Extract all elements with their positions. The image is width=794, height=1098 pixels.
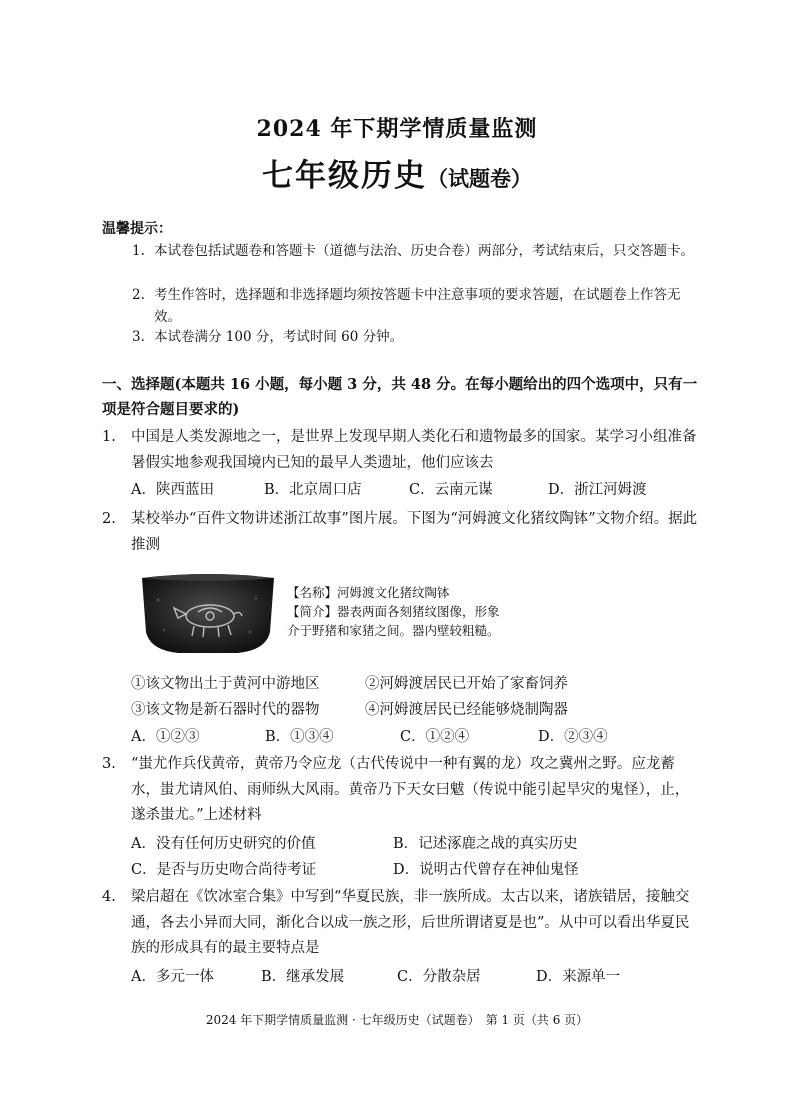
section-heading: 一、选择题(本题共 16 小题，每小题 3 分，共 48 分。在每小题给出的四个选项中，只有一项是符合题目要求的) [102, 376, 698, 418]
option-b: B．继承发展 [261, 969, 345, 985]
exam-subject-title [0, 150, 794, 195]
question-3 [102, 752, 702, 829]
question-1 [102, 425, 702, 476]
tip-number: 2. [132, 287, 145, 303]
option-a: A．①②③ [131, 729, 200, 745]
option-c: C．分散杂居 [397, 969, 481, 985]
option-a: A．陕西蓝田 [131, 482, 214, 498]
question-2 [102, 507, 702, 558]
exam-title: 2024 年下期学情质量监测 [256, 116, 538, 142]
option-c: C．是否与历史吻合尚待考证 [131, 862, 317, 878]
option-b: B．北京周口店 [264, 482, 362, 498]
statement-3: ③该文物是新石器时代的器物 [131, 702, 320, 718]
tip-item [132, 240, 697, 262]
option-d: D．来源单一 [536, 969, 621, 985]
tip-text: 本试卷包括试题卷和答题卡（道德与法治、历史合卷）两部分，考试结束后，只交答题卡。 [154, 243, 694, 259]
tip-text: 本试卷满分 100 分，考试时间 60 分钟。 [154, 329, 404, 345]
statement-4: ④河姆渡居民已经能够烧制陶器 [365, 702, 568, 718]
question-number: 2. [102, 511, 116, 527]
tip-number: 3. [132, 329, 145, 345]
option-d: D．说明古代曾存在神仙鬼怪 [393, 862, 579, 878]
option-b: B．①③④ [265, 729, 334, 745]
option-a: A．没有任何历史研究的价值 [131, 836, 316, 852]
pottery-bowl-image [138, 570, 278, 656]
question-number: 1. [102, 429, 116, 445]
paper-type: （试题卷） [427, 166, 532, 191]
tip-item [132, 284, 697, 328]
option-a: A．多元一体 [131, 969, 214, 985]
option-d: D．浙江河姆渡 [548, 482, 647, 498]
option-c: C．云南元谋 [409, 482, 493, 498]
question-text: 某校举办“百件文物讲述浙江故事”图片展。下图为“河姆渡文化猪纹陶钵”文物介绍。据此推测 [131, 511, 698, 553]
question-4 [102, 885, 702, 962]
artifact-caption-intro-cont: 介于野猪和家猪之间。器内壁较粗糙。 [287, 623, 500, 638]
question-text: 中国是人类发源地之一，是世界上发现早期人类化石和遗物最多的国家。某学习小组准备暑假实地参观我国境内已知的最早人类遗址，他们应该去 [131, 429, 697, 471]
tip-item [132, 326, 697, 348]
option-c: C．①②④ [400, 729, 470, 745]
question-number: 3. [102, 756, 116, 772]
tip-number: 1. [132, 243, 145, 259]
question-number: 4. [102, 889, 116, 905]
option-d: D．②③④ [538, 729, 608, 745]
question-text: “蚩尤作兵伐黄帝，黄帝乃令应龙（古代传说中一种有翼的龙）攻之冀州之野。应龙蓄水，蚩尤请风伯、雨师纵大风雨。黄帝乃下天女曰魃（传说中能引起旱灾的鬼怪），止，遂杀蚩尤。”上述材料 [131, 756, 690, 823]
tips-heading: 温馨提示： [102, 221, 172, 237]
option-b: B．记述涿鹿之战的真实历史 [393, 836, 578, 852]
artifact-caption-name: 【名称】河姆渡文化猪纹陶钵 [287, 585, 450, 600]
tip-text: 考生作答时，选择题和非选择题均须按答题卡中注意事项的要求答题，在试题卷上作答无效。 [154, 287, 681, 325]
question-text: 梁启超在《饮冰室合集》中写到“华夏民族，非一族所成。太古以来，诸族错居，接触交通，各去小异而大同，渐化合以成一族之形，后世所谓诸夏是也”。从中可以看出华夏民族的形成具有的最主要特点是 [131, 889, 690, 956]
statement-2: ②河姆渡居民已开始了家畜饲养 [365, 676, 568, 692]
statement-1: ①该文物出土于黄河中游地区 [131, 676, 320, 692]
page-footer: 2024 年下期学情质量监测 · 七年级历史（试题卷） 第 1 页（共 6 页） [205, 1013, 589, 1027]
subject-name: 七年级历史 [262, 158, 427, 194]
artifact-caption-intro: 【简介】器表两面各刻猪纹图像，形象 [287, 604, 500, 619]
